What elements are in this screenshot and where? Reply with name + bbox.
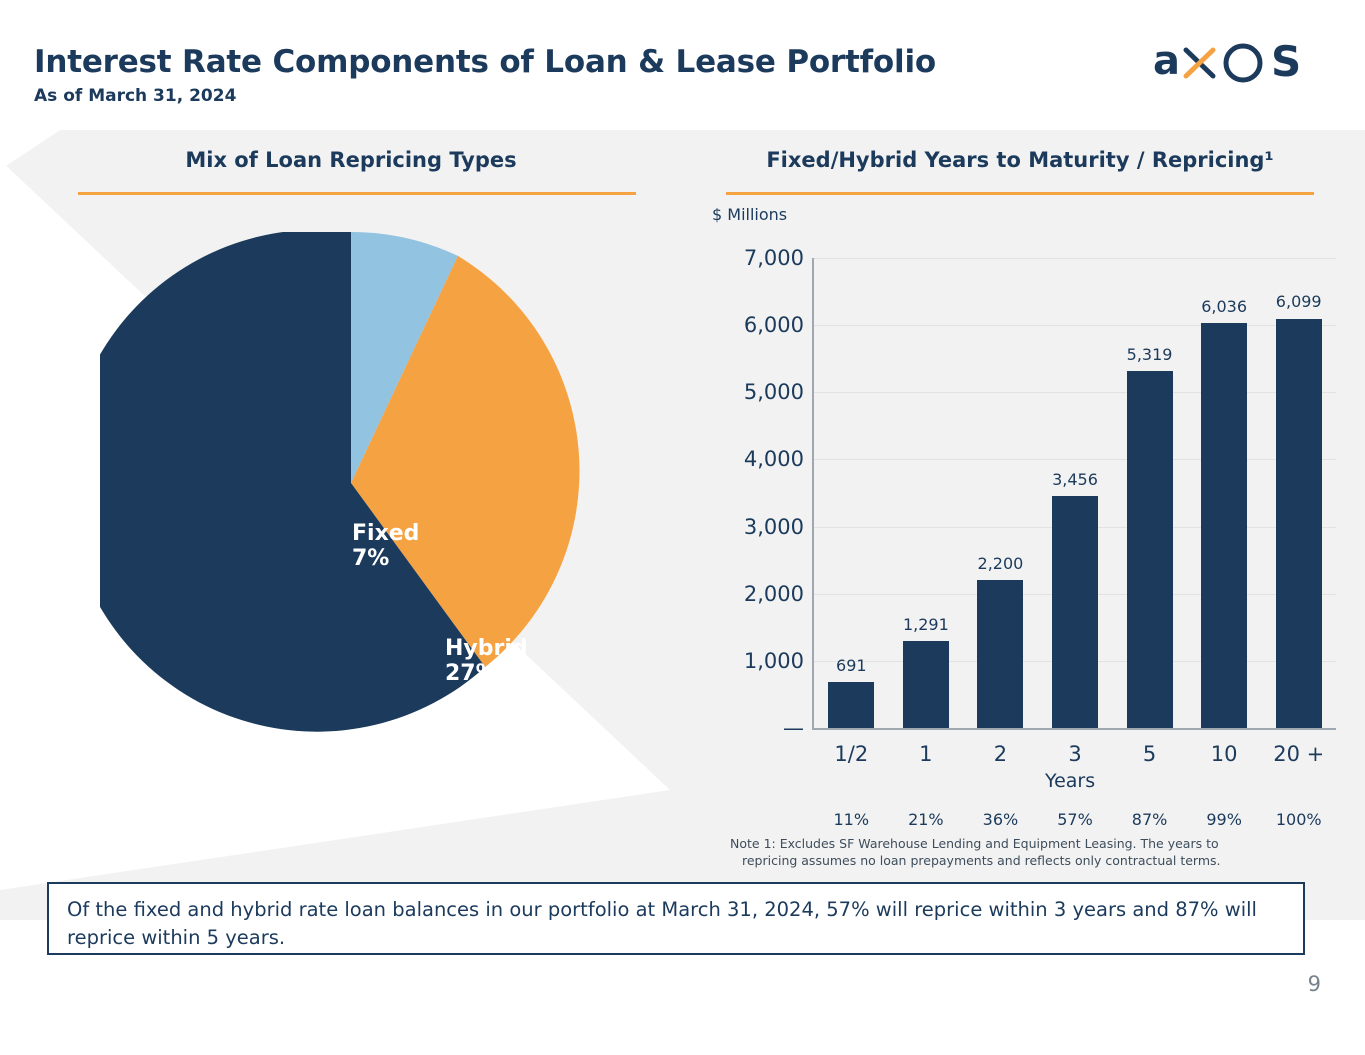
pie-label-variable-name: Variable	[166, 766, 273, 792]
callout-box	[47, 882, 1305, 955]
page-subtitle: As of March 31, 2024	[34, 86, 237, 106]
y-axis-tick: 3,000	[743, 514, 804, 539]
gridline	[814, 392, 1336, 393]
left-panel-rule	[78, 192, 636, 195]
footnote	[730, 836, 1330, 870]
cumulative-percent-label: 100%	[1275, 810, 1322, 829]
bar	[1276, 319, 1322, 729]
gridline	[814, 325, 1336, 326]
pie-label-fixed	[352, 522, 419, 571]
bar-value-label: 5,319	[1126, 344, 1173, 364]
y-axis-tick: 2,000	[743, 581, 804, 606]
chart-units-label: $ Millions	[712, 205, 788, 224]
y-axis-tick: 7,000	[743, 246, 804, 270]
pie-label-hybrid-value: 27%	[445, 660, 498, 686]
x-axis-tick: 10	[1210, 742, 1238, 766]
bar-value-label: 3,456	[1052, 469, 1098, 489]
pie-label-hybrid-name: Hybrid	[445, 636, 528, 661]
x-axis-tick: 2	[993, 742, 1008, 766]
callout-text: Of the fixed and hybrid rate loan balances in our portfolio at March 31, 2024, 57% will reprice within 3 years and 87% will reprice within 5 years.	[67, 898, 1257, 950]
y-axis-tick: 5,000	[743, 380, 804, 405]
left-panel-heading: Mix of Loan Repricing Types	[185, 148, 517, 172]
cumulative-percent-label: 87%	[1131, 810, 1168, 829]
pie-label-variable-value: 66%	[166, 791, 222, 818]
x-axis-title: Years	[1045, 770, 1096, 792]
y-axis-tick: 1,000	[743, 648, 804, 673]
right-panel-heading: Fixed/Hybrid Years to Maturity / Repricing¹	[766, 148, 1274, 172]
x-axis-tick: 20 +	[1273, 742, 1325, 766]
bar	[977, 580, 1023, 728]
cumulative-percent-label: 11%	[833, 810, 870, 829]
x-axis-tick: 1	[919, 742, 933, 766]
y-axis-tick: 4,000	[743, 447, 804, 472]
pie-label-fixed-name: Fixed	[352, 521, 420, 546]
page-number: 9	[1307, 972, 1321, 996]
axos-logo	[1153, 38, 1343, 86]
x-axis-tick: 5	[1142, 742, 1157, 766]
right-panel-rule	[726, 192, 1314, 195]
svg-text:S: S	[1271, 38, 1302, 86]
pie-label-variable	[166, 767, 273, 819]
footnote-line1: Note 1: Excludes SF Warehouse Lending and Equipment Leasing. The years to	[730, 836, 1219, 851]
bar-value-label: 691	[836, 655, 867, 675]
bar-value-label: 6,099	[1275, 292, 1322, 312]
bar-value-label: 6,036	[1201, 296, 1248, 316]
page-title: Interest Rate Components of Loan & Lease Portfolio	[34, 44, 936, 80]
bar-value-label: 1,291	[902, 615, 949, 635]
x-axis-tick: 3	[1068, 742, 1082, 766]
x-axis-tick: 1/2	[834, 742, 869, 766]
cumulative-percent-label: 99%	[1206, 810, 1242, 829]
bar	[828, 682, 874, 728]
gridline	[814, 258, 1336, 259]
cumulative-percent-label: 57%	[1057, 810, 1093, 829]
pie-label-hybrid	[445, 637, 528, 686]
bar-value-label: 2,200	[977, 554, 1024, 574]
cumulative-percent-label: 36%	[982, 810, 1019, 829]
loan-repricing-pie-chart	[100, 232, 602, 818]
bar	[903, 641, 949, 728]
y-axis-tick: —	[783, 716, 804, 740]
cumulative-percent-label: 21%	[908, 810, 944, 829]
pie-label-fixed-value: 7%	[352, 545, 390, 571]
svg-text:a: a	[1153, 38, 1180, 84]
bar	[1052, 496, 1098, 728]
bar	[1127, 371, 1173, 728]
bar	[1201, 323, 1247, 728]
footnote-line2: repricing assumes no loan prepayments and reflects only contractual terms.	[742, 852, 1221, 868]
y-axis-tick: 6,000	[743, 313, 804, 338]
gridline	[814, 459, 1336, 460]
